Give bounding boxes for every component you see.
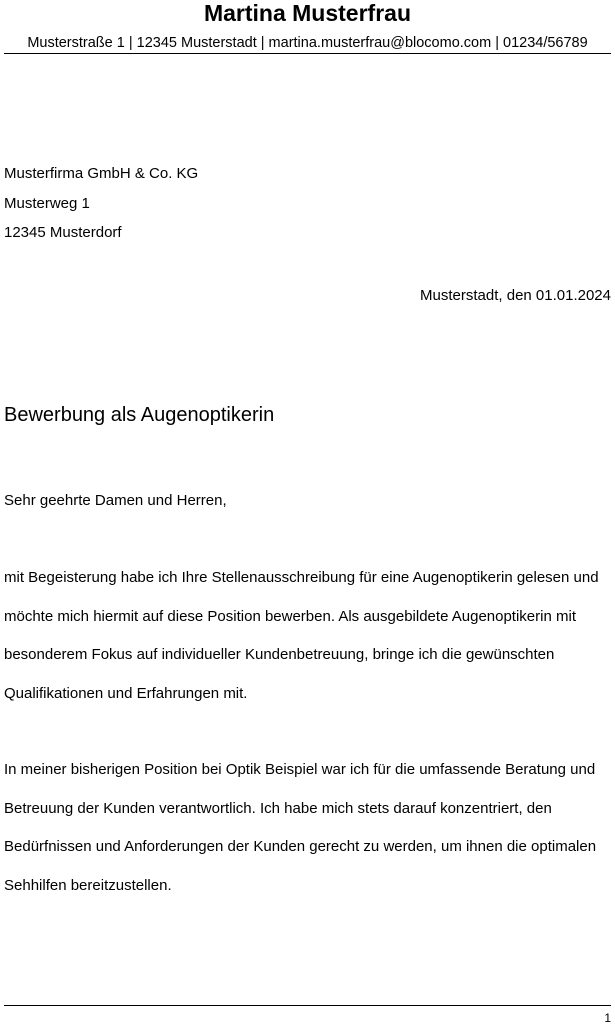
footer-divider [4,1005,611,1006]
sender-contact-line: Musterstraße 1 | 12345 Musterstadt | martina.musterfrau@blocomo.com | 01234/56789 [27,35,588,51]
recipient-address [4,159,198,248]
recipient-street: Musterweg 1 [4,194,90,212]
sender-name: Martina Musterfrau [203,0,412,26]
body-paragraph-2: In meiner bisherigen Position bei Optik Beispiel war ich für die umfassende Beratung und Betreuung der Kunden verantwortlich. Ich habe mich stets darauf konzentriert, den Bedürfnissen und Anforderungen der Kunden gerecht zu werden, um ihnen die optimalen Sehhilfen bereitzustellen. [4,761,597,894]
page-number: 1 [604,1011,611,1025]
recipient-city: 12345 Musterdorf [4,224,122,241]
body-paragraph-1: mit Begeisterung habe ich Ihre Stellenausschreibung für eine Augenoptikerin gelesen und möchte mich hiermit auf diese Position bewerben. Als ausgebildete Augenoptikerin mit besonderem Fokus auf individueller Kundenbetreuung, bringe ich die gewünschten Qualifikationen und Erfahrungen mit. [4,569,599,702]
letter-subject: Bewerbung als Augenoptikerin [4,404,275,426]
date-line: Musterstadt, den 01.01.2024 [420,287,611,304]
recipient-company: Musterfirma GmbH & Co. KG [4,165,199,182]
header-divider [4,53,611,54]
salutation: Sehr geehrte Damen und Herren, [4,492,227,509]
